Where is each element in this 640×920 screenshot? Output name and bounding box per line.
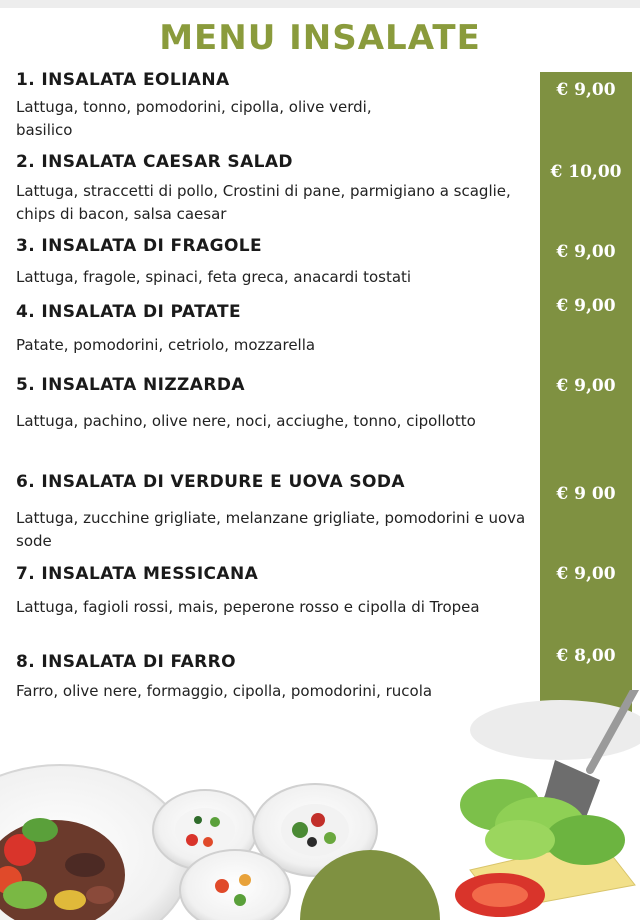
lettuce-and-cheese — [455, 779, 635, 917]
item-desc-7: Lattuga, fagioli rossi, mais, peperone rosso e cipolla di Tropea — [16, 598, 480, 616]
item-desc-3: Lattuga, fragole, spinaci, feta greca, anacardi tostati — [16, 268, 412, 286]
item-name-3: 3. INSALATA DI FRAGOLE — [16, 236, 263, 256]
item-desc-6: Lattuga, zucchine grigliate, melanzane grigliate, pomodorini e uova sode — [16, 509, 526, 550]
item-price-6: € 9 00 — [556, 484, 616, 504]
item-price-5: € 9,00 — [556, 376, 616, 396]
page-title: MENU INSALATE — [159, 18, 481, 58]
item-desc-1: Lattuga, tonno, pomodorini, cipolla, olive verdi, basilico — [16, 98, 372, 139]
item-name-5: 5. INSALATA NIZZARDA — [16, 375, 245, 395]
item-name-6: 6. INSALATA DI VERDURE E UOVA SODA — [16, 472, 405, 492]
top-bar — [0, 0, 640, 8]
item-price-2: € 10,00 — [550, 162, 622, 182]
item-name-2: 2. INSALATA CAESAR SALAD — [16, 152, 293, 172]
item-desc-2: Lattuga, straccetti di pollo, Crostini di pane, parmigiano a scaglie, chips di bacon, salsa caesar — [16, 182, 511, 223]
item-desc-8: Farro, olive nere, formaggio, cipolla, pomodorini, rucola — [16, 682, 433, 700]
item-price-4: € 9,00 — [556, 296, 616, 316]
item-price-7: € 9,00 — [556, 564, 616, 584]
salad-illustration — [0, 690, 640, 920]
item-desc-4: Patate, pomodorini, cetriolo, mozzarella — [16, 336, 316, 354]
item-name-4: 4. INSALATA DI PATATE — [16, 302, 241, 322]
item-name-8: 8. INSALATA DI FARRO — [16, 652, 236, 672]
item-price-3: € 9,00 — [556, 242, 616, 262]
item-name-7: 7. INSALATA MESSICANA — [16, 564, 259, 584]
item-desc-5: Lattuga, pachino, olive nere, noci, acciughe, tonno, cipollotto — [16, 412, 476, 430]
small-plate-3 — [180, 850, 290, 920]
item-name-1: 1. INSALATA EOLIANA — [16, 70, 230, 90]
item-price-8: € 8,00 — [556, 646, 616, 666]
item-price-1: € 9,00 — [556, 80, 616, 100]
